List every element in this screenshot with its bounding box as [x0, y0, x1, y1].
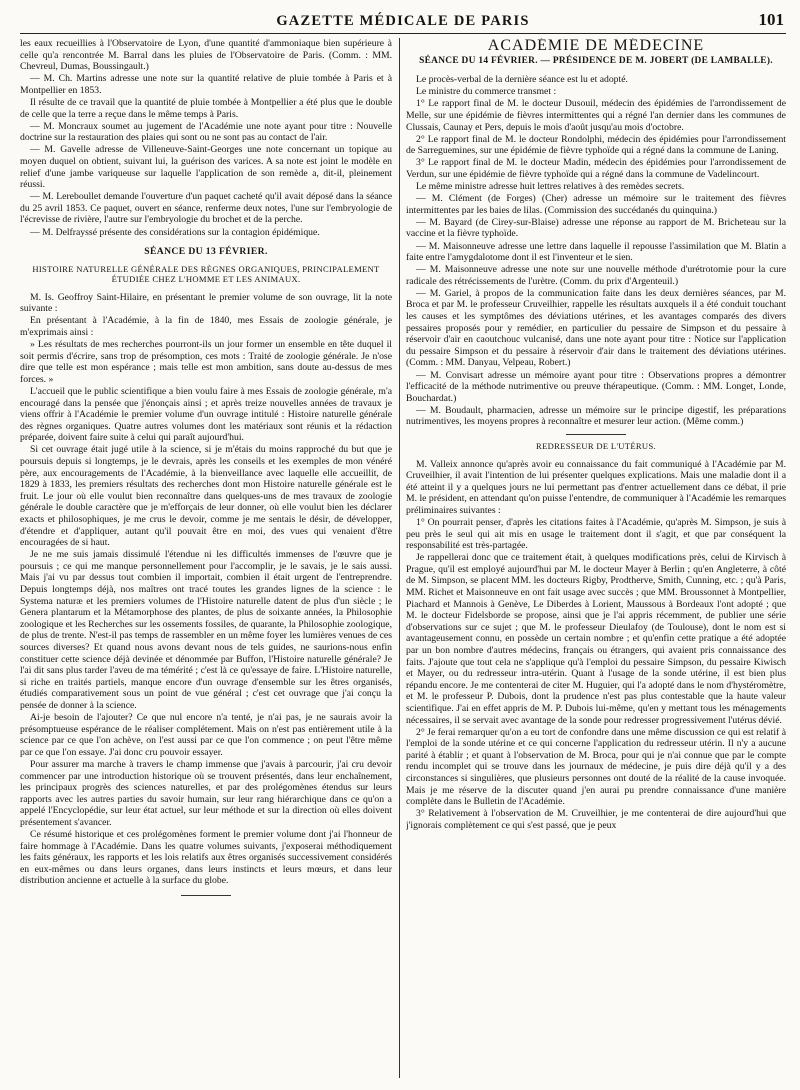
paragraph: — M. Moncraux soumet au jugement de l'Académie une note ayant pour titre : Nouvelle doctrine sur la restauration des plaies qui sont ou ne sont pas au contact de l'air.: [20, 120, 392, 144]
paragraph: 3° Relativement à l'observation de M. Cruveilhier, je me contenterai de dire aujourd'hui que j'ignorais complètement ce qui s'est passé, que je peux: [406, 808, 786, 831]
section-heading-seance: SÉANCE DU 13 FÉVRIER.: [144, 246, 268, 258]
page-number: 101: [758, 10, 784, 29]
page-header: [20, 6, 786, 34]
running-title: GAZETTE MÉDICALE DE PARIS: [276, 13, 530, 29]
paragraph: L'accueil que le public scientifique a bien voulu faire à mes Essais de zoologie générale, m'a encouragé dans la pensée que j'énonçais ainsi ; et après treize nouvelles années de travaux je viens offrir à l'Académie le premier volume d'un ouvrage intitulé : Histoire naturelle générale des règnes organiques. Quatre autres volumes dont les matériaux sont réunis et la rédaction préparée, doivent faire suite à celui qui paraît aujourd'hui.: [20, 385, 392, 444]
paragraph: — M. Lereboullet demande l'ouverture d'un paquet cacheté qu'il avait déposé dans la séance du 25 avril 1853. Ce paquet, ouvert en séance, renferme deux notes, l'une sur l'embryologie de l'écrevisse de rivière, l'autre sur l'embryologie du brochet et de la perche.: [20, 191, 392, 226]
paragraph: — M. Convisart adresse un mémoire ayant pour titre : Observations propres a démontrer l'efficacité de la méthode nutrimentive ou preuve thérapeutique. (Comm. : MM. Longet, Londe, Bouchardat.): [406, 369, 786, 404]
left-column: [20, 38, 392, 1078]
paragraph: Ce résumé historique et ces prolégomènes forment le premier volume dont j'ai l'honneur de faire hommage à l'Académie. Dans les quatre volumes suivants, j'exposerai méthodiquement les faits généraux, les rapports et les lois relatifs aux êtres organisés successivement considérés en eux-mêmes ou dans leurs organes, dans leurs instincts et leurs mœurs, et dans leur distribution ancienne et actuelle à la surface du globe.: [20, 829, 392, 887]
paragraph: Le ministre du commerce transmet :: [416, 86, 557, 98]
paragraph: 2° Le rapport final de M. le docteur Rondolphi, médecin des épidémies pour l'arrondissement de Sarreguemines, sur une épidémie de fièvre typhoïde qui a régné dans la commune de Laning.: [406, 133, 786, 157]
paragraph: — M. Maisonneuve adresse une note sur une nouvelle méthode d'urétrotomie pour la cure radicale des rétrécissements de l'urètre. (Comm. du prix d'Argenteuil.): [406, 264, 786, 287]
paragraph: M. Is. Geoffroy Saint-Hilaire, en présentant le premier volume de son ouvrage, lit la note suivante :: [20, 291, 392, 315]
paragraph: 1° Le rapport final de M. le docteur Dusouil, médecin des épidémies de l'arrondissement de Melle, sur une épidémie de fièvres intermittentes qui a régné l'an dernier dans les communes de Clussais, Caunay et Pers, depuis le mois d'août jusqu'au mois d'octobre.: [406, 98, 786, 133]
paragraph: Je rappellerai donc que ce traitement était, à quelques modifications près, celui de Kirvisch à Prague, qu'il est employé aujourd'hui par M. le docteur Mayer à Berlin ; qu'en Angleterre, à côté de M. Simpson, se placent MM. les docteurs Rigby, Prodtherve, Smith, Cunning, etc. ; qu'à Paris, MM. Richet et Maisonneuve en ont fait usage avec succès ; que MM. Broussonnet à Montpellier, Piachard et Mannois à Genève, Le Diberdes à Lorient, Maussous à Bordeaux l'ont adopté ; que M. le docteur Fidelsborde se propose, ainsi que je l'ai appris récemment, de publier une série d'observations sur ce sujet ; que M. le professeur Dieulafoy (de Toulouse), dont le nom est si avantageusement connu, en possède un certain nombre ; et qu'enfin cette pratique a été adoptée par un bon nombre d'autres médecins, français ou étrangers, qui avaient pris connaissance des faits. J'ajoute que tout cela ne s'applique qu'à l'emploi du pessaire Simpson, du pessaire Kiwisch et Mayer, ou du redresseur intra-utérin. Quant à l'usage de la sonde utérine, il est bien plus répandu encore. Je me contenterai de citer M. Huguier, qui l'a adopté dans le nom d'hystéromètre, et M. le professeur P. Dubois, dont la prudence n'est pas plus contestable que la haute valeur scientifique. J'ai en effet appris de M. P. Dubois lui-même, qu'en y mettant tous les ménagements nécessaires, il se servait avec avantage de la sonde pour redresser progressivement l'utérus dévié.: [406, 552, 786, 726]
paragraph: Si cet ouvrage était jugé utile à la science, si je m'étais du moins rapproché du but que je poursuis depuis si longtemps, je le devrais, après les conseils et les exemples de mon vénéré père, aux encouragements de l'Académie, à la bienveillance avec laquelle elle accueillit, de 1829 à 1833, les premiers résultats des recherches dont mon Histoire naturelle générale est le fruit. Le jour où elle voulut bien reconnaître dans quelques-uns de mes travaux de zoologie générale le double caractère que je m'efforçais de leur donner, où elle voulut bien les déclarer exacts et philosophiques, je me crus le devoir, comme je me sentais le désir, de développer, d'étendre et d'appliquer, autant qu'il pouvait être en moi, des vues qui venaient d'être encouragées de si haut.: [20, 444, 392, 549]
academy-heading: ACADÉMIE DE MÉDECINE: [487, 38, 705, 54]
right-column: [406, 38, 786, 1078]
paragraph: — M. Delfrayssé présente des considérations sur la contagion épidémique.: [30, 226, 320, 238]
paragraph: » Les résultats de mes recherches pourront-ils un jour former un ensemble en tête duquel il soit permis d'écrire, sans trop de présomption, ces mots : Traité de zoologie générale. Je n'ose dire que telle est mon espérance ; mais telle est mon ambition, sans doute au-dessus de mes forces. »: [20, 339, 392, 385]
paragraph: — M. Clément (de Forges) (Cher) adresse un mémoire sur le traitement des fièvres intermittentes par les baies de lilas. (Commission des succédanés du quinquina.): [406, 193, 786, 216]
paragraph: Je ne me suis jamais dissimulé l'étendue ni les difficultés immenses de l'œuvre que je poursuis ; ce qui me manque personnellement pour l'accomplir, je le savais, je le sais aussi. Mais j'ai vu par dessus tout combien il importait, combien il était urgent de l'entreprendre. Depuis longtemps déjà, nos maîtres ont tracé toutes les grandes lignes de la science : le Systema naturæ et les premiers volumes de l'Histoire naturelle datent de plus d'un siècle ; le Genera plantarum et la Métamorphose des plantes, de plus de soixante années, la Philosophie zoologique et les Recherches sur les ossements fossiles, de quarante, la Philosophie zoologique, de plus de trente. N'est-il pas temps de rassembler en un même foyer les lumières venues de ces sources diverses? Et quand nous avons devant nous de tels guides, ne saurions-nous enfin constituer cette science déjà devinée et dénommée par Buffon, l'Histoire naturelle générale? Je l'ai dit sans plus tarder l'aveu de ma témérité ; c'est là ce qu'essaye de faire. L'Histoire naturelle, si riche en traités partiels, manque encore d'un ouvrage d'ensemble sur les êtres organisés, étudiés comparativement sous un point de vue général ; c'est cet ouvrage que j'ai conçu la pensée de donner à la science.: [20, 549, 392, 711]
paragraph: M. Valleix annonce qu'après avoir eu connaissance du fait communiqué à l'Académie par M. Cruveilhier, il avait l'intention de lui présenter quelques explications. Mais une maladie dont il a été atteint il y a quelques jours ne lui permettant pas d'entrer actuellement dans ce débat, il prie M. le président, en attendant qu'on puisse l'entendre, de communiquer à l'Académie les remarques préliminaires suivantes :: [406, 458, 786, 516]
paragraph: les eaux recueillies à l'Observatoire de Lyon, d'une quantité d'ammoniaque bien supérieure à celle qu'a rencontrée M. Barral dans les pluies de l'Observatoire de Paris. (Comm. : MM. Chevreul, Dumas, Boussingault.): [20, 38, 392, 73]
paragraph: En présentant à l'Académie, à la fin de 1840, mes Essais de zoologie générale, je m'exprimais ainsi :: [20, 315, 392, 338]
paragraph: Le même ministre adresse huit lettres relatives à des remèdes secrets.: [416, 181, 685, 193]
column-divider: [399, 38, 400, 1078]
section-heading-seance: SÉANCE DU 14 FÉVRIER. — PRÉSIDENCE DE M. JOBERT (DE LAMBALLE).: [419, 55, 773, 66]
paragraph: Ai-je besoin de l'ajouter? Ce que nul encore n'a tenté, je n'ai pas, je ne saurais avoir la présomptueuse espérance de le réaliser complétement. Mais on n'est pas entièrement utile à la science par ce que l'on achève, on l'est aussi par ce que l'on commence ; on peut l'être même par ce que l'on essaye. J'ai donc cru pouvoir essayer.: [20, 712, 392, 758]
paragraph: — M. Maisonneuve adresse une lettre dans laquelle il repousse l'assimilation que M. Blatin a faite entre l'amygdalotome dont il est l'inventeur et le sien.: [406, 240, 786, 264]
paragraph: Pour assurer ma marche à travers le champ immense que j'avais à parcourir, j'ai cru devoir commencer par une introduction historique où se trouvent présentés, dans leur enchaînement, les principaux progrès des sciences naturelles, et par des prolégomènes étendus sur leurs rapports avec les autres parties du savoir humain, sur leur rang hiérarchique dans ce qu'on a appelé l'Encyclopédie, sur leur état actuel, sur leur méthode et sur la direction où elles doivent présentement s'avancer.: [20, 758, 392, 828]
section-divider: [566, 434, 626, 435]
paragraph: 1° On pourrait penser, d'après les citations faites à l'Académie, qu'après M. Simpson, je suis à peu près le seul qui ait mis en usage le traitement dont il s'agit, et que par conséquent la responsabilité est très-partagée.: [406, 516, 786, 552]
paragraph: — M. Boudault, pharmacien, adresse un mémoire sur le principe digestif, les préparations nutrimentives, les moyens propres à reconnaître et mesurer leur action. (Même comm.): [406, 404, 786, 428]
article-subheading: HISTOIRE NATURELLE GÉNÉRALE DES RÈGNES ORGANIQUES, PRINCIPALEMENT ÉTUDIÉE CHEZ L'HOMME ET LES ANIMAUX.: [32, 263, 380, 285]
article-subheading: REDRESSEUR DE L'UTÉRUS.: [536, 441, 656, 451]
paragraph: Il résulte de ce travail que la quantité de pluie tombée à Montpellier a été plus que le double de celle que la terre a reçue dans le même temps à Paris.: [20, 96, 392, 120]
end-divider: [181, 895, 231, 896]
paragraph: — M. Ch. Martins adresse une note sur la quantité relative de pluie tombée à Paris et à Montpellier en 1853.: [20, 73, 392, 96]
paragraph: — M. Gavelle adresse de Villeneuve-Saint-Georges une note concernant un topique au moyen duquel on obtient, suivant lui, la guérison des varices. A sa note est joint le modèle en relief d'une jambe variqueuse sur laquelle l'application de son remède a, dit-il, pleinement réussi.: [20, 144, 392, 191]
paragraph: Le procès-verbal de la dernière séance est lu et adopté.: [416, 74, 628, 86]
paragraph: 2° Je ferai remarquer qu'on a eu tort de confondre dans une même discussion ce qui est relatif à l'emploi de la sonde utérine et ce qui concerne l'application du redresseur utérin. Il n'y a aucune parité à établir ; et quant à l'observation de M. Broca, pour qui je n'ai connue que par le compte rendu incomplet qui se trouve dans les journaux de médecine, je puis dire déjà qu'il y a des circonstances si singulières, que plusieurs personnes ont douté de la réalité de la cause invoquée. Mais je me réserve de la discuter quand j'en aurai pu prendre connaissance d'une manière complète dans le Bulletin de l'Académie.: [406, 726, 786, 808]
paragraph: 3° Le rapport final de M. le docteur Madin, médecin des épidémies pour l'arrondissement de Verdun, sur une épidémie de fièvre typhoïde qui a régné dans la commune de Vadelincourt.: [406, 157, 786, 180]
paragraph: — M. Gariel, à propos de la communication faite dans les deux dernières séances, par M. Broca et par M. le professeur Cruveilhier, rappelle les résultats auxquels il a été conduit touchant les causes et les symptômes des déviations utérines, et les avantages comparés des divers pessaires proposés pour y remédier, en particulier du pessaire de Simpson et du pessaire à réservoir d'air en caoutchouc vulcanisé, dans une note ayant pour titre : Notice sur l'application du pessaire Simpson et du pessaire à réservoir d'air dans le traitement des déviations utérines. (Comm. : MM. Danyau, Velpeau, Robert.): [406, 287, 786, 369]
paragraph: — M. Bayard (de Cirey-sur-Blaise) adresse une réponse au rapport de M. Bricheteau sur la vaccine et la fièvre typhoïde.: [406, 216, 786, 240]
